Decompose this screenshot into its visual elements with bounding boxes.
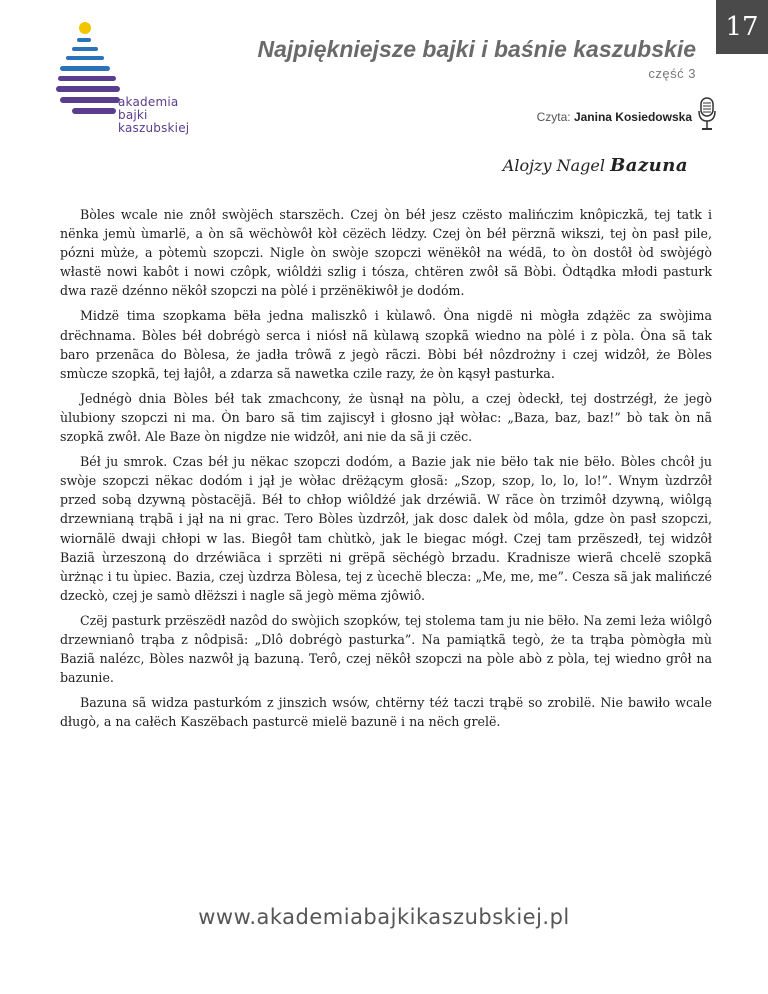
reader-label: Czyta: (536, 110, 571, 124)
page-number-badge (716, 0, 768, 54)
story-paragraph: Midzë tima szopkama bëła jedna maliszkô i kùlawô. Òna nigdë ni mògła zdążëc za swòjima drëchnama. Bòles béł dobrégò serca i niósł nã kùlawą szopkã wiedno na pòlé i z pòla. Òna sã tak baro przenãca do Bòlesa, że jadła trôwã z jegò rãczi. Bòbi béł nôzdrożny i czej widzôł, że Bòles smùcze szopkã, tej łajôł, a zdarza sã nawetka czile razy, że òn kąsył pasturka. (60, 308, 712, 381)
series-part: część 3 (648, 66, 696, 81)
logo-line-1: akademia (118, 95, 179, 109)
logo-line-3: kaszubskiej (118, 121, 190, 135)
story-body (60, 205, 712, 737)
footer-website-link[interactable]: www.akademiabajkikaszubskiej.pl (198, 905, 570, 929)
series-title: Najpiękniejsze bajki i baśnie kaszubskie (257, 36, 696, 62)
logo-line-2: bajki (118, 108, 148, 122)
story-paragraph: Bòles wcale nie znôł swòjëch starszëch. Czej òn béł jesz czësto malińczim knôpiczkã, tej tatk i nënka jemù ùmarlë, a òn sã wëchòwôł kòł cëzëch lëdzy. Czej òn béł përznã wikszi, tej òn pasł pile, pózni mùże, a pòtemù szopczi. Nigle òn swòje szopczi wënëkôł na wédã, to òn dostôł òd swòjégò włastë nowi kabôt i nowi czôpk, wiôldżi szlig i tósza, chtëren zwôł sã Bòbi. Òdtądka młodi pasturk dwa razë dzénno nëkôł szopczi na pòlé i przënëkiwôł je dodóm. (60, 207, 712, 299)
story-paragraph: Jednégò dnia Bòles béł tak zmachcony, że ùsnął na pòlu, a czej òdeckł, tej dostrzégł, że jegò ùlubiony szopczi ni ma. Òn baro sã tim zajiscył i głosno jął wòłac: „Baza, baz, baz!” bò tak òn nã szopkã zwôł. Ale Baze òn nigdze nie widzôł, ani nie da sã ji czëc. (60, 390, 712, 445)
story-paragraph: Bazuna sã widza pasturkóm z jinszich wsów, chtërny téż taczi trąbë so zrobilë. Nie bawiło wcale długò, a na całëch Kaszëbach pasturcë mielë bazunë i na nëch grelë. (60, 695, 712, 730)
story-paragraph: Béł ju smrok. Czas béł ju nëkac szopczi dodóm, a Bazie jak nie bëło tak nie bëło. Bòles chcôł ju swòje szopczi nëkac dodóm i jął je wòłac drëżącym głosã: „Szop, szop, lo, lo, lo!”. Wnym ùzdrzôł przed sobą dzywną pòstacëjã. Béł to chłop wiôldżé jak drzéwiã. W rãce òn trzimôł dzywną, wiôlgą drzewnianą trąbã i jął na ni grac. Tero Bòles ùzdrzôł, jak dosc dalek òd môla, gdze òn pasł szopczi, wiornãlë dwaji chłopi w las. Biegôł tam chùtkò, jak le biegac mógł. Czej tam przëszedł, tej widzôł Baziã ùrzeszoną do drzéwiãca i sprzëti ni grëpã sëchégò brzadu. Kradnisze wierã chcelë szopkã ùrżnąc i tu ùpiec. Bazia, czej ùzdrza Bòlesa, tej z ùcechë blecza: „Me, me, me”. Cesza sã jak malińczé dzeckò, czej je samò dłëższi i nagle sã jegò mëma zjôwiô. (60, 454, 712, 603)
story-author: Alojzy Nagel (502, 156, 605, 175)
reader-credit (537, 110, 692, 124)
story-title: Bazuna (610, 155, 688, 176)
reader-name: Janina Kosiedowska (573, 110, 692, 124)
microphone-icon (696, 97, 718, 133)
story-heading (503, 155, 688, 176)
logo-text (118, 96, 189, 135)
page-number: 17 (725, 12, 759, 42)
story-paragraph: Czëj pasturk przëszëdł nazôd do swòjich szopków, tej stolema tam ju nie bëło. Na zemi leża wiôlgô drzewnianô trąba z nôdpisã: „Dlô dobrégò pasturka”. Na pamiątkã tegò, że ta trąba pòmògła mù Baziã nalézc, Bòles nazwôł ją bazuną. Terô, czej nëkôł szopczi na pòle abò z pòla, tej wiedno grôł na bazunie. (60, 612, 712, 686)
